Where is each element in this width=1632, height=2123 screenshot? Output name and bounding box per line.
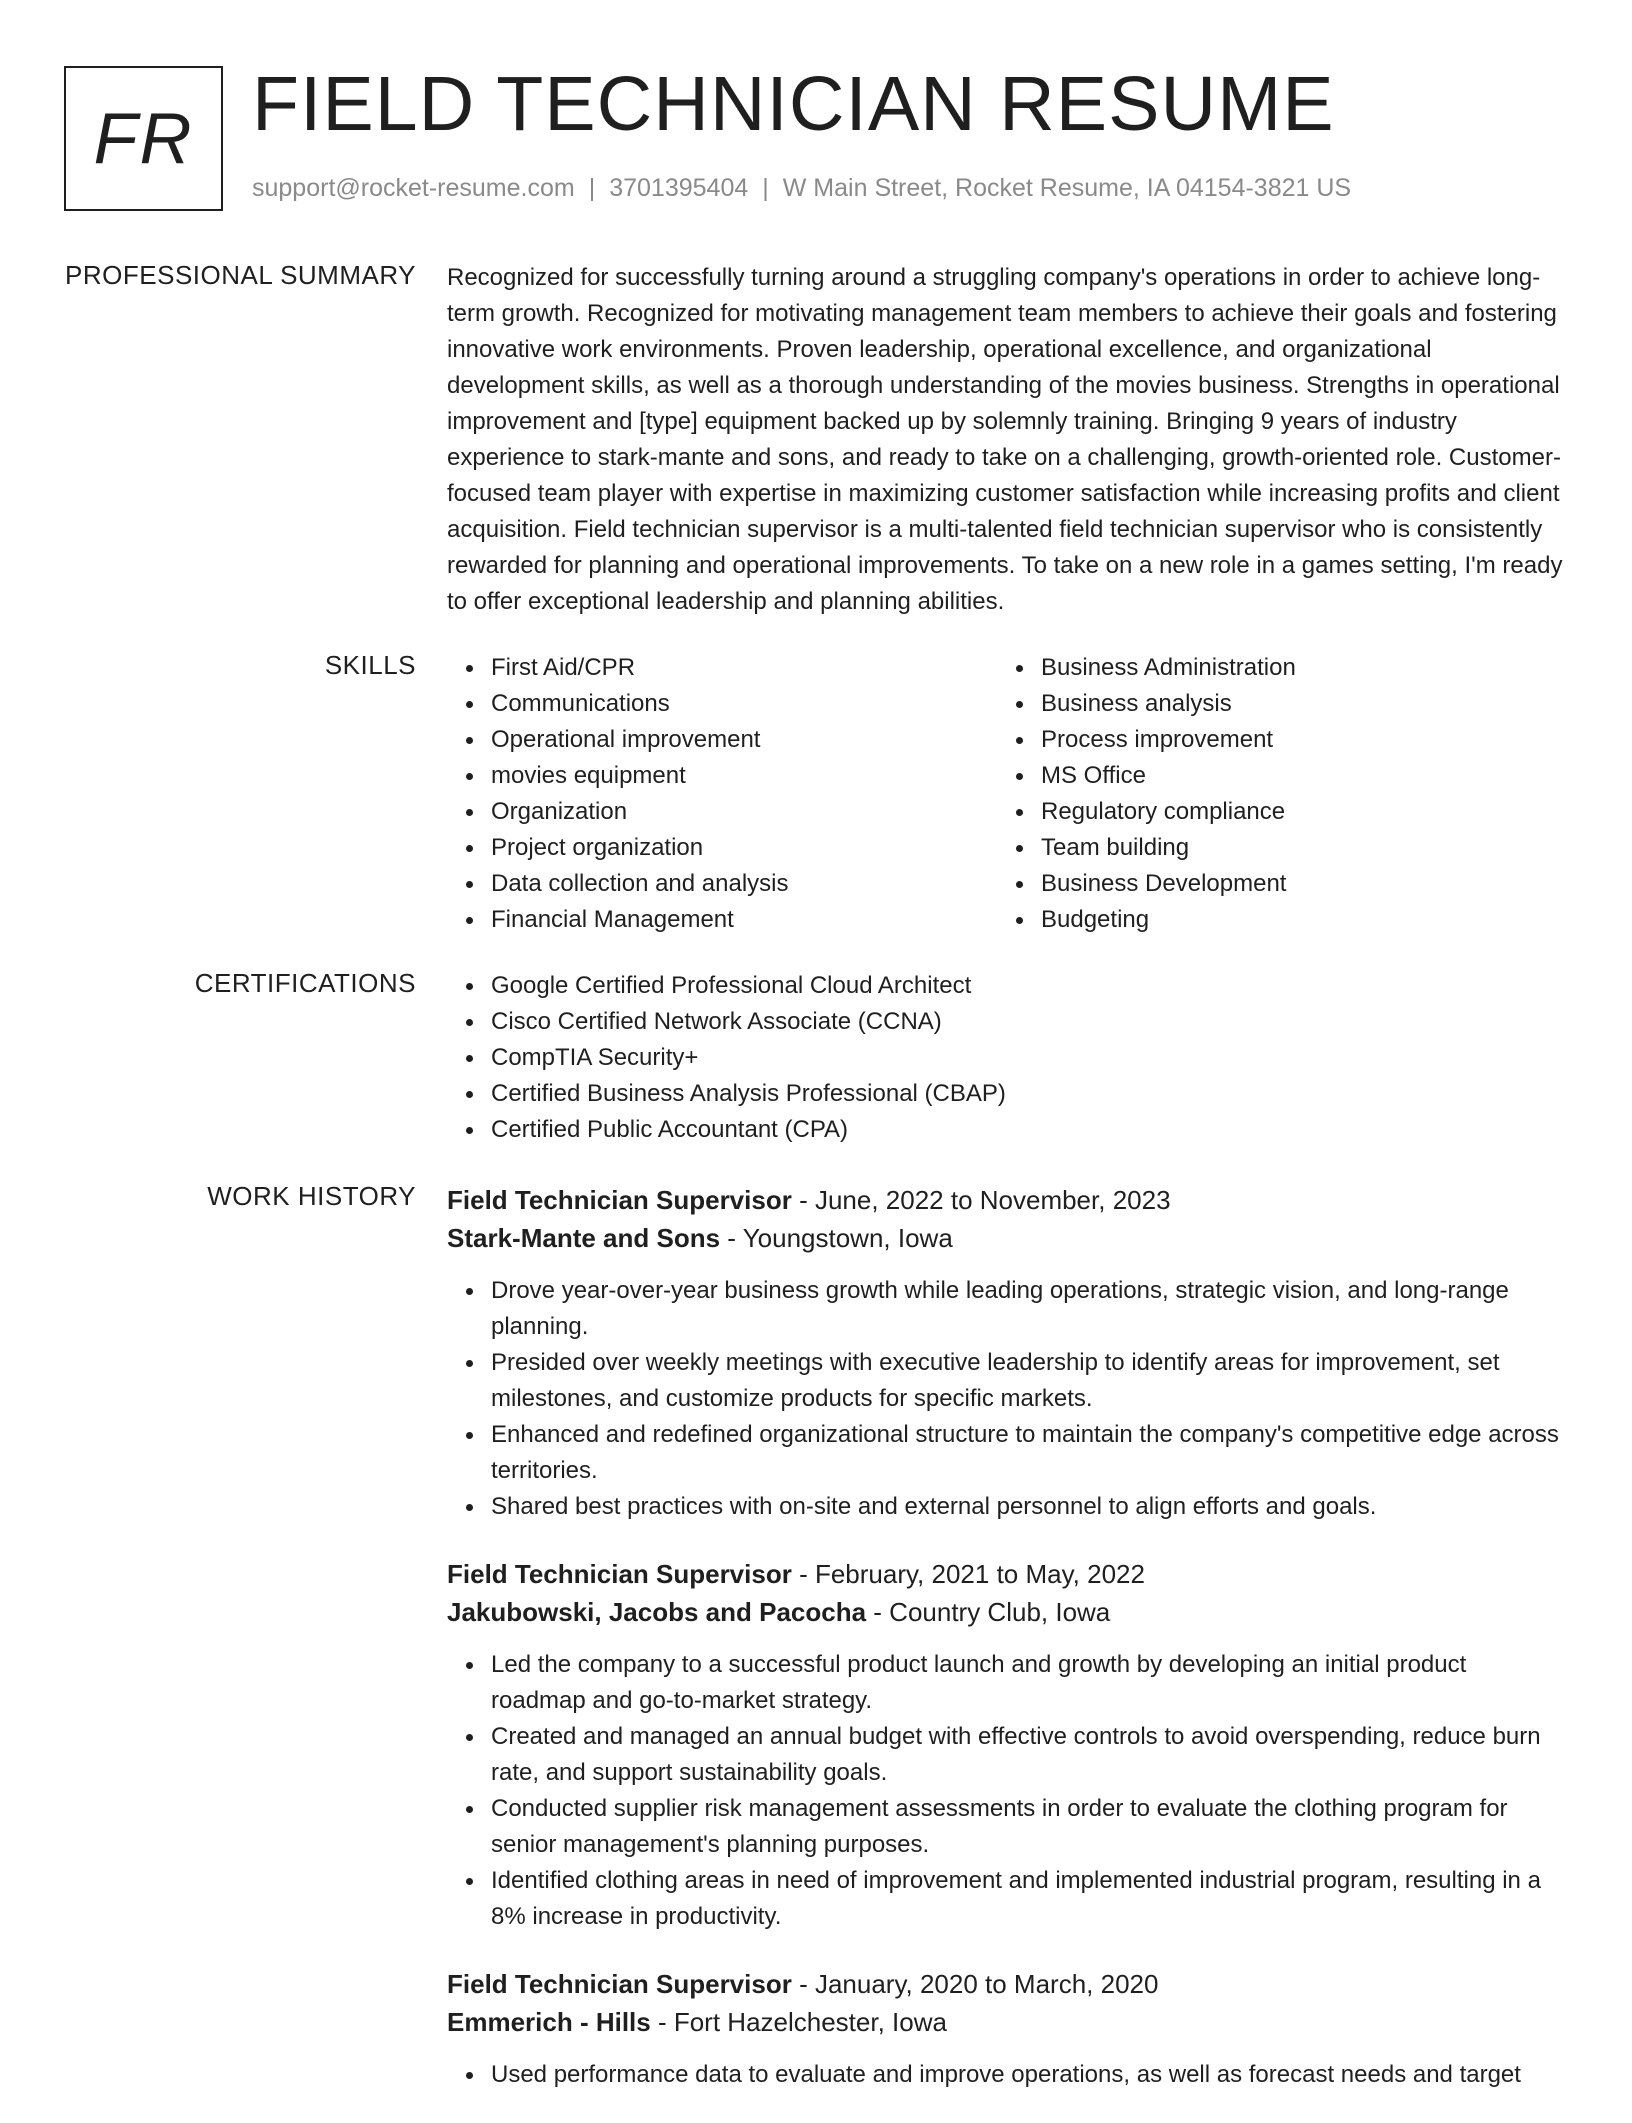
- skill-item: Business analysis: [1041, 686, 1547, 722]
- job-title-line: [447, 1965, 1567, 2003]
- skill-item: Organization: [491, 794, 997, 830]
- skills-list-left: [447, 650, 997, 938]
- contact-email: support@rocket-resume.com: [252, 174, 575, 202]
- job-entry: [447, 1181, 1567, 1525]
- skill-item: MS Office: [1041, 758, 1547, 794]
- skill-item: Data collection and analysis: [491, 866, 997, 902]
- skill-item: Business Development: [1041, 866, 1547, 902]
- resume-header: [64, 61, 1564, 211]
- job-title: Field Technician Supervisor: [447, 1559, 792, 1589]
- job-location: - Youngstown, Iowa: [720, 1223, 953, 1253]
- section-heading-summary: PROFESSIONAL SUMMARY: [65, 260, 416, 290]
- job-bullets: [447, 2057, 1567, 2093]
- job-bullets: [447, 1647, 1567, 1935]
- certifications-list: [447, 968, 1567, 1148]
- summary-text: Recognized for successfully turning around a struggling company's operations in order to achieve long-term growth. Recognized for motivating management team members to achieve their goals and fostering innovative work environments. Proven leadership, operational excellence, and organizational development skills, as well as a thorough understanding of the movies business. Strengths in operational improvement and [type] equipment backed up by solemnly training. Bringing 9 years of industry experience to stark-mante and sons, and ready to take on a challenging, growth-oriented role. Customer-focused team player with expertise in maximizing customer satisfaction while increasing profits and client acquisition. Field technician supervisor is a multi-talented field technician supervisor who is consistently rewarded for planning and operational improvements. To take on a new role in a games setting, I'm ready to offer exceptional leadership and planning abilities.: [447, 264, 1563, 615]
- section-heading-skills: SKILLS: [324, 650, 416, 680]
- job-title-line: [447, 1181, 1567, 1219]
- skill-item: Communications: [491, 686, 997, 722]
- contact-line: [252, 174, 1351, 203]
- section-heading-work-history: WORK HISTORY: [207, 1181, 416, 1211]
- job-company: Jakubowski, Jacobs and Pacocha: [447, 1597, 867, 1627]
- monogram-badge: FR: [64, 66, 223, 211]
- job-bullet: Created and managed an annual budget with effective controls to avoid overspending, reduce burn rate, and support sustainability goals.: [491, 1719, 1567, 1791]
- skill-item: Financial Management: [491, 902, 997, 938]
- contact-separator: |: [588, 174, 596, 202]
- job-entry: [447, 1555, 1567, 1935]
- job-bullets: [447, 1273, 1567, 1525]
- job-bullet: Identified clothing areas in need of improvement and implemented industrial program, resulting in a 8% increase in productivity.: [491, 1863, 1567, 1935]
- job-dates: - February, 2021 to May, 2022: [791, 1559, 1145, 1589]
- skills-list-right: [997, 650, 1547, 938]
- job-company-line: [447, 1219, 1567, 1257]
- certification-item: CompTIA Security+: [491, 1040, 1567, 1076]
- certification-item: Cisco Certified Network Associate (CCNA): [491, 1004, 1567, 1040]
- certification-item: Certified Business Analysis Professional (CBAP): [491, 1076, 1567, 1112]
- job-location: - Country Club, Iowa: [866, 1597, 1111, 1627]
- certification-item: Google Certified Professional Cloud Architect: [491, 968, 1567, 1004]
- job-dates: - January, 2020 to March, 2020: [791, 1969, 1159, 1999]
- skill-item: Regulatory compliance: [1041, 794, 1547, 830]
- job-bullet: Drove year-over-year business growth while leading operations, strategic vision, and long-range planning.: [491, 1273, 1567, 1345]
- skill-item: Team building: [1041, 830, 1547, 866]
- job-title: Field Technician Supervisor: [447, 1969, 792, 1999]
- job-bullet: Shared best practices with on-site and external personnel to align efforts and goals.: [491, 1489, 1567, 1525]
- contact-address: W Main Street, Rocket Resume, IA 04154-3821 US: [782, 174, 1352, 202]
- skill-item: Operational improvement: [491, 722, 997, 758]
- certification-item: Certified Public Accountant (CPA): [491, 1112, 1567, 1148]
- job-company-line: [447, 2003, 1567, 2041]
- resume-title: FIELD TECHNICIAN RESUME: [252, 61, 1335, 147]
- job-title: Field Technician Supervisor: [447, 1185, 792, 1215]
- job-entry: [447, 1965, 1567, 2093]
- work-history-list: [447, 1181, 1567, 2123]
- skill-item: Business Administration: [1041, 650, 1547, 686]
- job-company: Stark-Mante and Sons: [447, 1223, 721, 1253]
- section-heading-certifications: CERTIFICATIONS: [194, 968, 416, 998]
- contact-separator: |: [762, 174, 769, 202]
- skill-item: movies equipment: [491, 758, 997, 794]
- job-bullet: Presided over weekly meetings with executive leadership to identify areas for improvement, set milestones, and customize products for specific markets.: [491, 1345, 1567, 1417]
- job-title-line: [447, 1555, 1567, 1593]
- job-bullet: Conducted supplier risk management assessments in order to evaluate the clothing program for senior management's planning purposes.: [491, 1791, 1567, 1863]
- skill-item: Project organization: [491, 830, 997, 866]
- skill-item: Budgeting: [1041, 902, 1547, 938]
- job-bullet: Enhanced and redefined organizational structure to maintain the company's competitive edge across territories.: [491, 1417, 1567, 1489]
- skill-item: Process improvement: [1041, 722, 1547, 758]
- job-location: - Fort Hazelchester, Iowa: [650, 2007, 947, 2037]
- skill-item: First Aid/CPR: [491, 650, 997, 686]
- job-dates: - June, 2022 to November, 2023: [791, 1185, 1171, 1215]
- job-company-line: [447, 1593, 1567, 1631]
- job-company: Emmerich - Hills: [447, 2007, 651, 2037]
- job-bullet: Led the company to a successful product launch and growth by developing an initial product roadmap and go-to-market strategy.: [491, 1647, 1567, 1719]
- contact-phone: 3701395404: [609, 174, 749, 202]
- job-bullet: Used performance data to evaluate and improve operations, as well as forecast needs and target: [491, 2057, 1567, 2093]
